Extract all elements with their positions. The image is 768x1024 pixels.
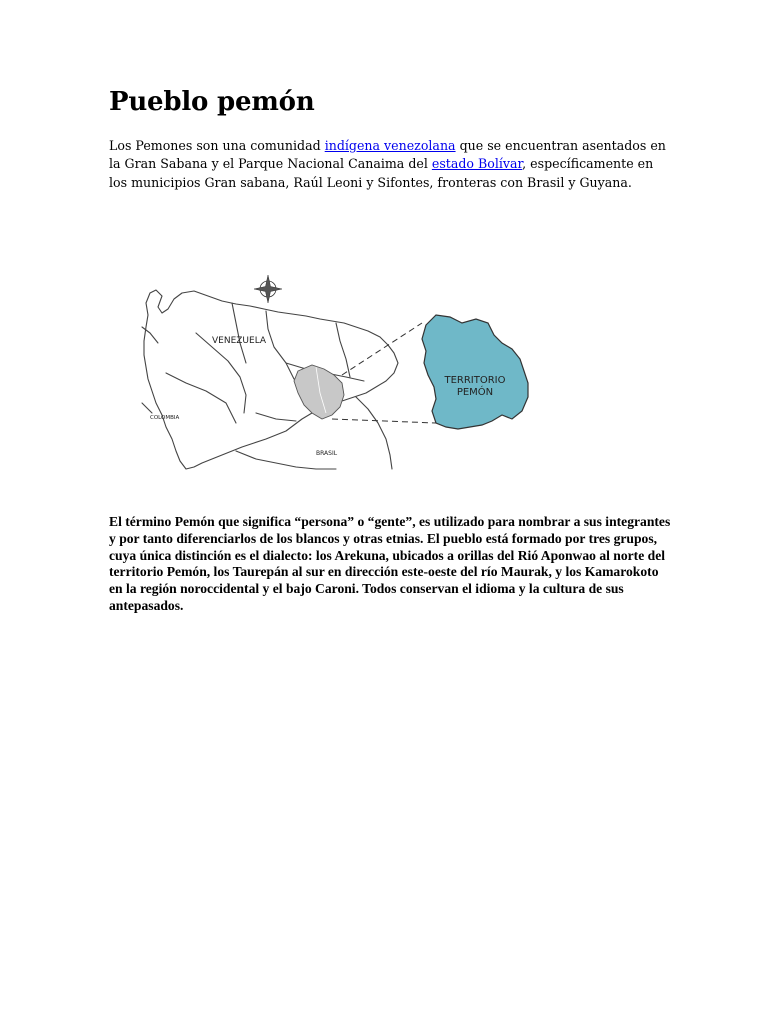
compass-rose-icon <box>254 275 282 303</box>
pemon-region-highlight <box>294 365 344 419</box>
map-label-venezuela: VENEZUELA <box>212 336 267 346</box>
map-label-territorio: TERRITORIO <box>444 375 506 386</box>
map-label-colombia: COLOMBIA <box>150 415 180 421</box>
intro-paragraph <box>109 137 669 192</box>
intro-text-3: , específicamente en los municipios Gran sabana, Raúl Leoni y Sifontes, fronteras con Brasil y Guyana. <box>109 156 654 190</box>
map-label-brasil: BRASIL <box>316 450 338 457</box>
link-indigena-venezolana[interactable]: indígena venezolana <box>324 138 456 153</box>
link-estado-bolivar[interactable]: estado Bolívar <box>431 156 523 172</box>
map-label-pemon: PEMÓN <box>456 387 494 398</box>
description-paragraph: El término Pemón que significa “persona” o “gente”, es utilizado para nombrar a sus integrantes y por tanto diferenciarlos de los blancos y otras etnias. El pueblo está formado por tres grupos, cuya única distinción es el dialecto: los Arekuna, ubicados a orillas del Rió Aponwao al norte del territorio Pemón, los Taurepán al sur en dirección este-oeste del río Maurak, y los Kamarokoto en la región noroccidental y el bajo Caroni. Todos conservan el idioma y la cultura de sus antepasados. <box>109 514 671 613</box>
venezuela-outline <box>144 290 398 469</box>
pemon-territory-map <box>136 263 560 475</box>
page-title: Pueblo pemón <box>109 87 315 117</box>
intro-text-1: Los Pemones son una comunidad <box>109 138 325 153</box>
intro-text-2: que se encuentran asentados en la Gran Sabana y el Parque Nacional Canaima del <box>109 138 666 172</box>
territorio-pemon-shape <box>422 315 528 429</box>
